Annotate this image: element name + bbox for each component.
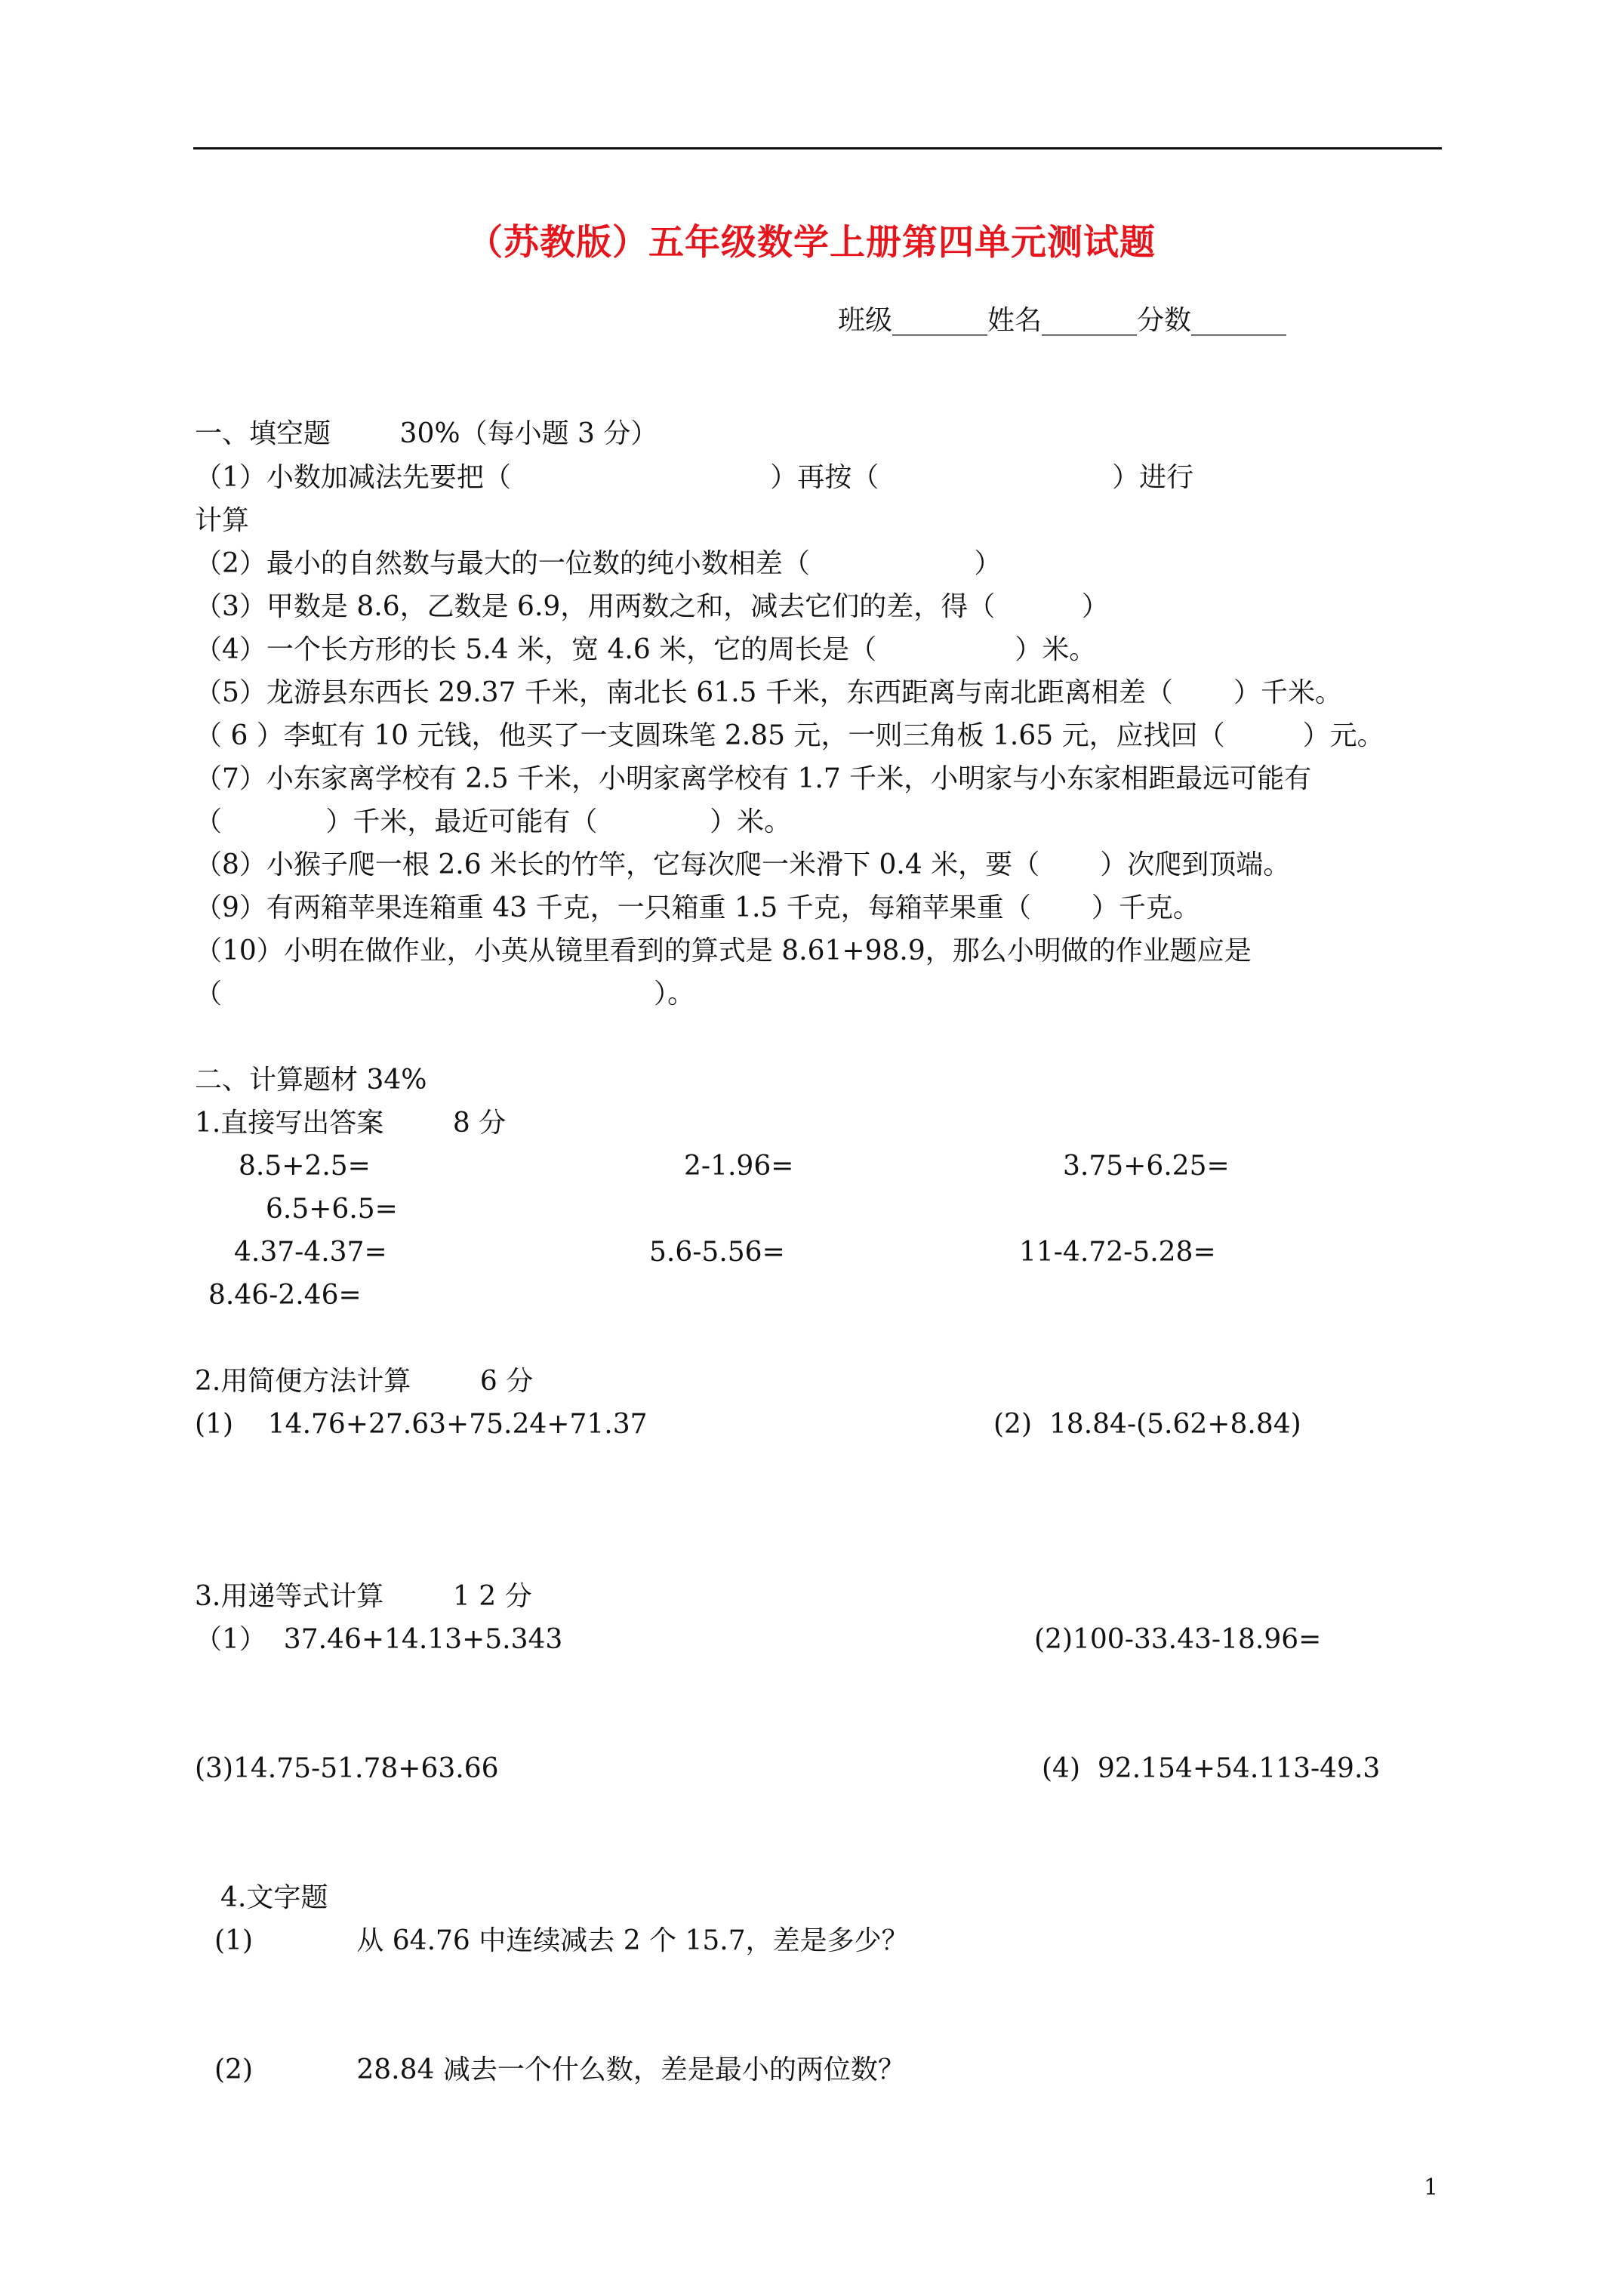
student-info-line: 班级_______姓名_______分数_______ [838, 305, 1287, 336]
word-problem-item: (1) 从 64.76 中连续减去 2 个 15.7，差是多少？ [214, 1925, 909, 1956]
stepwise-item: (2)100-33.43-18.96= [1034, 1624, 1322, 1655]
fill-q7: （7）小东家离学校有 2.5 千米，小明家离学校有 1.7 千米，小明家与小东家相距最远可能有 [195, 763, 1312, 794]
fill-q5: （5）龙游县东西长 29.37 千米，南北长 61.5 千米，东西距离与南北距离相差（ ）千米。 [195, 677, 1342, 708]
direct-calc-item: 4.37-4.37= [234, 1237, 387, 1268]
page-number: 1 [1424, 2174, 1439, 2201]
direct-calc-item: 8.5+2.5= [239, 1151, 371, 1182]
fill-q1: （1）小数加减法先要把（ ）再按（ ）进行 [195, 462, 1194, 493]
fill-q7-cont: （ ）千米，最近可能有（ ）米。 [195, 806, 792, 837]
fill-q10: （10）小明在做作业，小英从镜里看到的算式是 8.61+98.9，那么小明做的作业题应是 [195, 935, 1252, 966]
simplify-item: (1) 14.76+27.63+75.24+71.37 [195, 1409, 648, 1440]
part4-heading: 4.文字题 [220, 1882, 328, 1913]
section2-heading: 二、计算题材 34% [195, 1065, 427, 1096]
direct-calc-item: 2-1.96= [684, 1151, 794, 1182]
section1-heading: 一、填空题 30%（每小题 3 分） [195, 418, 658, 449]
direct-calc-item: 3.75+6.25= [1063, 1151, 1230, 1182]
direct-calc-item: 8.46-2.46= [208, 1280, 362, 1311]
word-problem-item: (2) 28.84 减去一个什么数，差是最小的两位数？ [214, 2054, 905, 2085]
simplify-item: (2) 18.84-(5.62+8.84) [993, 1409, 1301, 1440]
fill-q2: （2）最小的自然数与最大的一位数的纯小数相差（ ） [195, 548, 1002, 579]
fill-q4: （4）一个长方形的长 5.4 米，宽 4.6 米，它的周长是（ ）米。 [195, 634, 1097, 665]
stepwise-item: （1） 37.46+14.13+5.343 [195, 1624, 563, 1655]
fill-q9: （9）有两箱苹果连箱重 43 千克，一只箱重 1.5 千克，每箱苹果重（ ）千克。 [195, 892, 1200, 923]
fill-q3: （3）甲数是 8.6，乙数是 6.9，用两数之和，减去它们的差，得（ ） [195, 591, 1109, 622]
fill-q8: （8）小猴子爬一根 2.6 米长的竹竿，它每次爬一米滑下 0.4 米，要（ ）次爬到顶端。 [195, 849, 1291, 880]
part2-heading: 2.用简便方法计算 6 分 [195, 1366, 534, 1397]
document-title: （苏教版）五年级数学上册第四单元测试题 [467, 222, 1156, 264]
part3-heading: 3.用递等式计算 1 2 分 [195, 1581, 532, 1612]
direct-calc-item: 5.6-5.56= [649, 1237, 785, 1268]
fill-q10-cont: （ ）。 [195, 978, 695, 1009]
stepwise-item: (3)14.75-51.78+63.66 [195, 1753, 499, 1784]
fill-q1-cont: 计算 [195, 505, 250, 536]
direct-calc-item: 6.5+6.5= [266, 1194, 398, 1225]
fill-q6: （ 6 ）李虹有 10 元钱，他买了一支圆珠笔 2.85 元，一则三角板 1.65 元，应找回（ ）元。 [195, 720, 1384, 751]
stepwise-item: (4) 92.154+54.113-49.3 [1042, 1753, 1381, 1784]
part1-heading: 1.直接写出答案 8 分 [195, 1108, 507, 1139]
direct-calc-item: 11-4.72-5.28= [1019, 1237, 1216, 1268]
header-rule [193, 147, 1442, 149]
